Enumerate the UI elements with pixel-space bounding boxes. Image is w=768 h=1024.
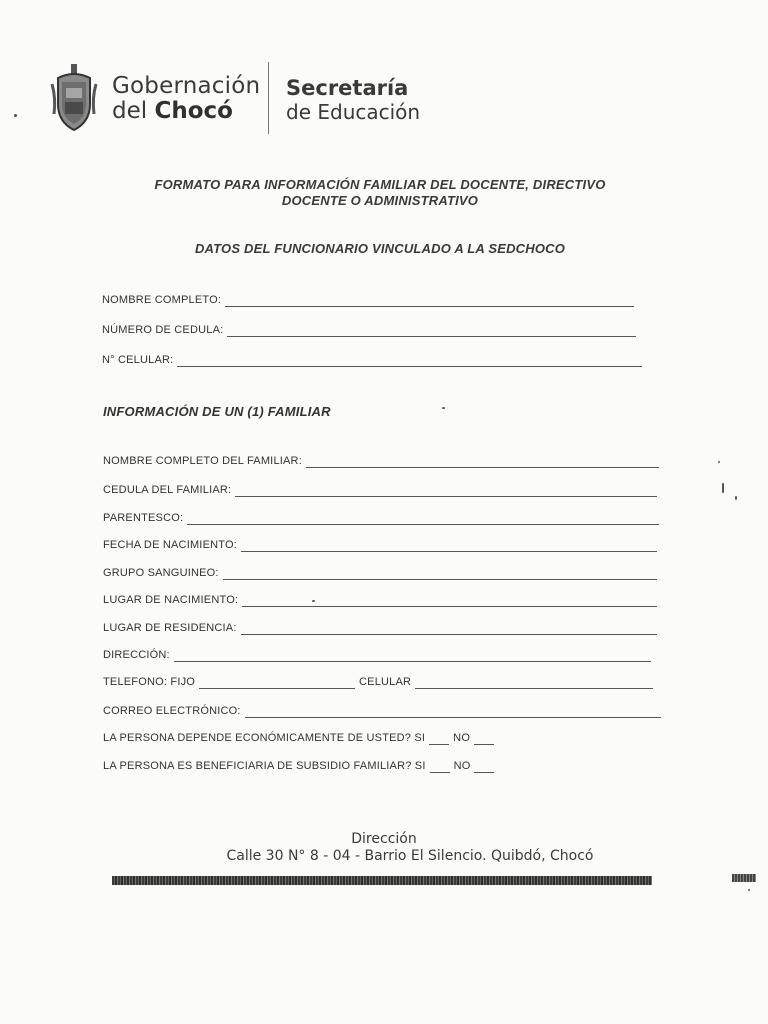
residence-field[interactable]: LUGAR DE RESIDENCIA:: [103, 619, 657, 635]
section-family-title: INFORMACIÓN DE UN (1) FAMILIAR: [103, 404, 331, 419]
scan-speck: [722, 483, 724, 493]
header-divider: [268, 62, 269, 134]
dept-line-1: Secretaría: [286, 76, 409, 100]
form-title: FORMATO PARA INFORMACIÓN FAMILIAR DEL DOCENTE, DIRECTIVO DOCENTE O ADMINISTRATIVO: [154, 177, 606, 208]
blood-group-field[interactable]: GRUPO SANGUINEO:: [103, 564, 657, 580]
subsidy-question: LA PERSONA ES BENEFICIARIA DE SUBSIDIO FAMILIAR? SI NO: [103, 757, 543, 773]
subsidy-no-blank[interactable]: [474, 761, 494, 773]
scan-speck: [735, 496, 737, 500]
section-employee-title: DATOS DEL FUNCIONARIO VINCULADO A LA SEDCHOCO: [194, 241, 566, 256]
coat-of-arms-logo: [50, 64, 98, 132]
dependent-yes-blank[interactable]: [429, 733, 449, 745]
scan-speck: [312, 600, 315, 602]
footer-address-title: Dirección: [351, 831, 417, 847]
dependent-no-blank[interactable]: [474, 733, 494, 745]
scan-speck: [718, 461, 720, 463]
footer-address-line: Calle 30 N° 8 - 04 - Barrio El Silencio. Quibdó, Chocó: [226, 848, 594, 864]
subsidy-yes-blank[interactable]: [430, 761, 450, 773]
org-line-1: Gobernación: [112, 73, 261, 99]
birth-date-field[interactable]: FECHA DE NACIMIENTO:: [103, 536, 657, 552]
family-full-name-field[interactable]: NOMBRE COMPLETO DEL FAMILIAR:: [103, 452, 659, 468]
phone-row: TELEFONO: FIJO CELULAR: [103, 673, 653, 689]
employee-full-name-field[interactable]: NOMBRE COMPLETO:: [102, 291, 634, 307]
employee-id-field[interactable]: NÚMERO DE CEDULA:: [102, 321, 636, 337]
organization-name: [112, 74, 260, 124]
address-field[interactable]: DIRECCIÓN:: [103, 646, 651, 662]
email-field[interactable]: CORREO ELECTRÓNICO:: [103, 702, 661, 718]
fixed-phone-input[interactable]: [199, 677, 355, 689]
scan-speck: [748, 889, 750, 891]
footer-bar: [112, 876, 652, 885]
family-id-field[interactable]: CEDULA DEL FAMILIAR:: [103, 481, 657, 497]
department-name: [286, 76, 420, 125]
scan-speck: [442, 407, 445, 409]
dependent-question: LA PERSONA DEPENDE ECONÓMICAMENTE DE USTED? SI NO: [103, 729, 543, 745]
relationship-field[interactable]: PARENTESCO:: [103, 509, 659, 525]
org-line-2: del Chocó: [112, 98, 233, 124]
dept-line-2: de Educación: [286, 100, 421, 124]
employee-cell-field[interactable]: N° CELULAR:: [102, 351, 642, 367]
cell-phone-input[interactable]: [415, 677, 653, 689]
footer-bar-fragment: [732, 874, 756, 882]
birth-place-field[interactable]: LUGAR DE NACIMIENTO:: [103, 591, 657, 607]
scan-speck: [14, 114, 17, 117]
